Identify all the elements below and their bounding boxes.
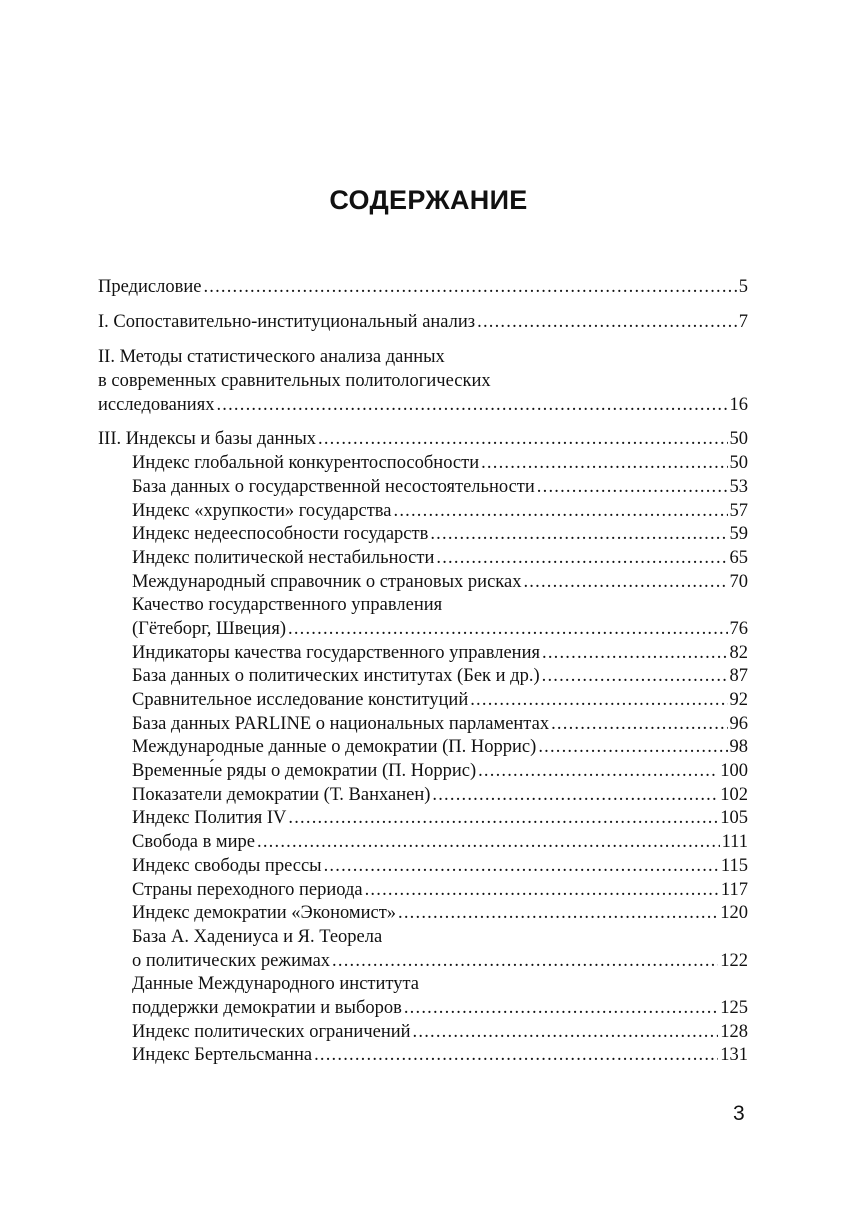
- dot-leader: [203, 276, 736, 300]
- toc-entry-chapter-1[interactable]: [98, 311, 748, 335]
- toc-page-number: 131: [720, 1045, 748, 1066]
- toc-subentry[interactable]: [98, 642, 748, 666]
- toc-page-number: 128: [720, 1021, 748, 1042]
- dot-leader: [332, 950, 718, 974]
- toc-subentry-title: Индекс «хрупкости» государства: [132, 500, 392, 521]
- toc-subentry[interactable]: [98, 571, 748, 595]
- dot-leader: [478, 760, 718, 784]
- toc-page-number: 65: [729, 547, 748, 568]
- toc-entry-title: I. Сопоставительно-институциональный анализ: [98, 311, 476, 332]
- toc-page-number: 57: [729, 500, 748, 521]
- toc-subentry[interactable]: [98, 523, 748, 547]
- dot-leader: [436, 547, 727, 571]
- toc-page-number: 16: [729, 394, 748, 415]
- toc-subentry-title: База А. Хадениуса и Я. Теорела: [132, 926, 383, 947]
- toc-subentry[interactable]: [98, 500, 748, 524]
- toc-subentry-title: Показатели демократии (Т. Ванханен): [132, 784, 431, 805]
- dot-leader: [523, 571, 727, 595]
- dot-leader: [542, 642, 728, 666]
- toc-page-number: 92: [729, 690, 748, 710]
- toc-page-number: 96: [729, 713, 748, 734]
- dot-leader: [324, 855, 719, 879]
- toc-subentry-title: Индекс политической нестабильности: [132, 547, 435, 568]
- toc-subentry[interactable]: [98, 902, 748, 926]
- table-of-contents: [98, 276, 748, 1068]
- toc-page-number: 53: [729, 476, 748, 497]
- toc-subentry[interactable]: [98, 784, 748, 808]
- toc-subentry[interactable]: [98, 689, 748, 713]
- toc-page-number: 98: [729, 737, 748, 758]
- dot-leader: [551, 713, 727, 737]
- toc-subentry-title: Качество государственного управления: [132, 595, 443, 616]
- toc-page-number: 5: [738, 277, 748, 297]
- toc-subentry[interactable]: [98, 713, 748, 737]
- toc-subentry-title: Индекс Полития IV: [132, 808, 287, 829]
- dot-leader: [477, 311, 737, 335]
- dot-leader: [430, 523, 727, 547]
- toc-entry-chapter-2[interactable]: [98, 346, 748, 417]
- toc-page-number: 122: [720, 950, 748, 971]
- toc-subentry-title: Индекс недееспособности государств: [132, 524, 429, 545]
- dot-leader: [481, 452, 727, 476]
- toc-page-number: 117: [720, 879, 748, 900]
- toc-entry-title: II. Методы статистического анализа данных: [98, 347, 445, 368]
- dot-leader: [314, 1044, 718, 1068]
- dot-leader: [538, 736, 727, 760]
- dot-leader: [404, 997, 718, 1021]
- toc-subentry-title: Данные Международного института: [132, 974, 420, 995]
- toc-subentry-title: Временны́е ряды о демократии (П. Норрис): [132, 761, 477, 782]
- dot-leader: [470, 689, 727, 713]
- toc-entry-title-cont: исследованиях: [98, 394, 215, 415]
- toc-subentry[interactable]: [98, 855, 748, 879]
- toc-entry-preface[interactable]: [98, 276, 748, 300]
- toc-subentry[interactable]: [98, 973, 748, 1020]
- toc-subentry[interactable]: [98, 807, 748, 831]
- toc-page-number: 100: [720, 761, 748, 782]
- toc-page-number: 76: [729, 618, 748, 639]
- toc-page-number: 7: [738, 311, 748, 332]
- toc-page-number: 125: [720, 997, 748, 1018]
- dot-leader: [257, 831, 720, 855]
- toc-subentry-title: Свобода в мире: [132, 832, 256, 853]
- toc-subentry[interactable]: [98, 926, 748, 973]
- toc-subentry[interactable]: [98, 547, 748, 571]
- toc-subentry-title: Международные данные о демократии (П. Норрис): [132, 737, 537, 758]
- toc-page-number: 50: [729, 453, 748, 474]
- toc-subentry-title: Индекс свободы прессы: [132, 855, 322, 876]
- toc-subentry-title: Международный справочник о страновых рисках: [132, 571, 522, 592]
- toc-entry-chapter-3[interactable]: [98, 428, 748, 452]
- dot-leader: [318, 428, 727, 452]
- toc-page-number: 70: [729, 571, 748, 592]
- toc-subentry-title: База данных о государственной несостоятельности: [132, 476, 535, 497]
- toc-subentry[interactable]: [98, 736, 748, 760]
- toc-subentry[interactable]: [98, 665, 748, 689]
- toc-page-number: 111: [721, 832, 748, 853]
- toc-subentry[interactable]: [98, 452, 748, 476]
- toc-subentry-title: База данных PARLINE о национальных парламентах: [132, 713, 550, 734]
- toc-subentry-title: Сравнительное исследование конституций: [132, 690, 469, 710]
- toc-page-number: 115: [720, 855, 748, 876]
- toc-page-number: 87: [729, 666, 748, 687]
- toc-subentry-title: Индекс демократии «Экономист»: [132, 903, 397, 924]
- toc-subentry-title: Индекс глобальной конкурентоспособности: [132, 453, 480, 474]
- toc-page-number: 102: [720, 784, 748, 805]
- toc-entry-title: III. Индексы и базы данных: [98, 429, 317, 450]
- toc-page-number: 82: [729, 642, 748, 663]
- page-number: 3: [733, 1102, 745, 1125]
- toc-entry-title-cont: в современных сравнительных политологических: [98, 371, 491, 392]
- dot-leader: [288, 807, 718, 831]
- dot-leader: [537, 476, 728, 500]
- toc-subentry-title: Индекс политических ограничений: [132, 1021, 411, 1042]
- toc-subentry-title: База данных о политических институтах (Бек и др.): [132, 666, 540, 687]
- toc-subentry-title: Индикаторы качества государственного управления: [132, 642, 540, 663]
- dot-leader: [413, 1021, 719, 1045]
- dot-leader: [432, 784, 718, 808]
- toc-entry-title: Предисловие: [98, 277, 202, 297]
- toc-page-number: 120: [720, 903, 748, 924]
- toc-page-number: 59: [729, 524, 748, 545]
- toc-subentry[interactable]: [98, 594, 748, 641]
- toc-subentry[interactable]: [98, 831, 748, 855]
- toc-page-number: 50: [729, 429, 748, 450]
- toc-subentry[interactable]: [98, 879, 748, 903]
- toc-subentry[interactable]: [98, 476, 748, 500]
- toc-subentry[interactable]: [98, 1044, 748, 1068]
- dot-leader: [398, 902, 718, 926]
- toc-page-number: 105: [720, 808, 748, 829]
- toc-subentry-title-cont: поддержки демократии и выборов: [132, 997, 402, 1018]
- dot-leader: [216, 394, 727, 418]
- toc-subentry[interactable]: [98, 760, 748, 784]
- toc-subentry-title: Индекс Бертельсманна: [132, 1045, 313, 1066]
- dot-leader: [288, 618, 728, 642]
- dot-leader: [394, 500, 728, 524]
- page-title: СОДЕРЖАНИЕ: [329, 185, 528, 215]
- toc-subentry-title-cont: о политических режимах: [132, 950, 331, 971]
- dot-leader: [542, 665, 728, 689]
- toc-subentry-title-cont: (Гётеборг, Швеция): [132, 618, 286, 639]
- toc-subentry[interactable]: [98, 1021, 748, 1045]
- toc-subentry-title: Страны переходного периода: [132, 879, 363, 900]
- dot-leader: [365, 879, 719, 903]
